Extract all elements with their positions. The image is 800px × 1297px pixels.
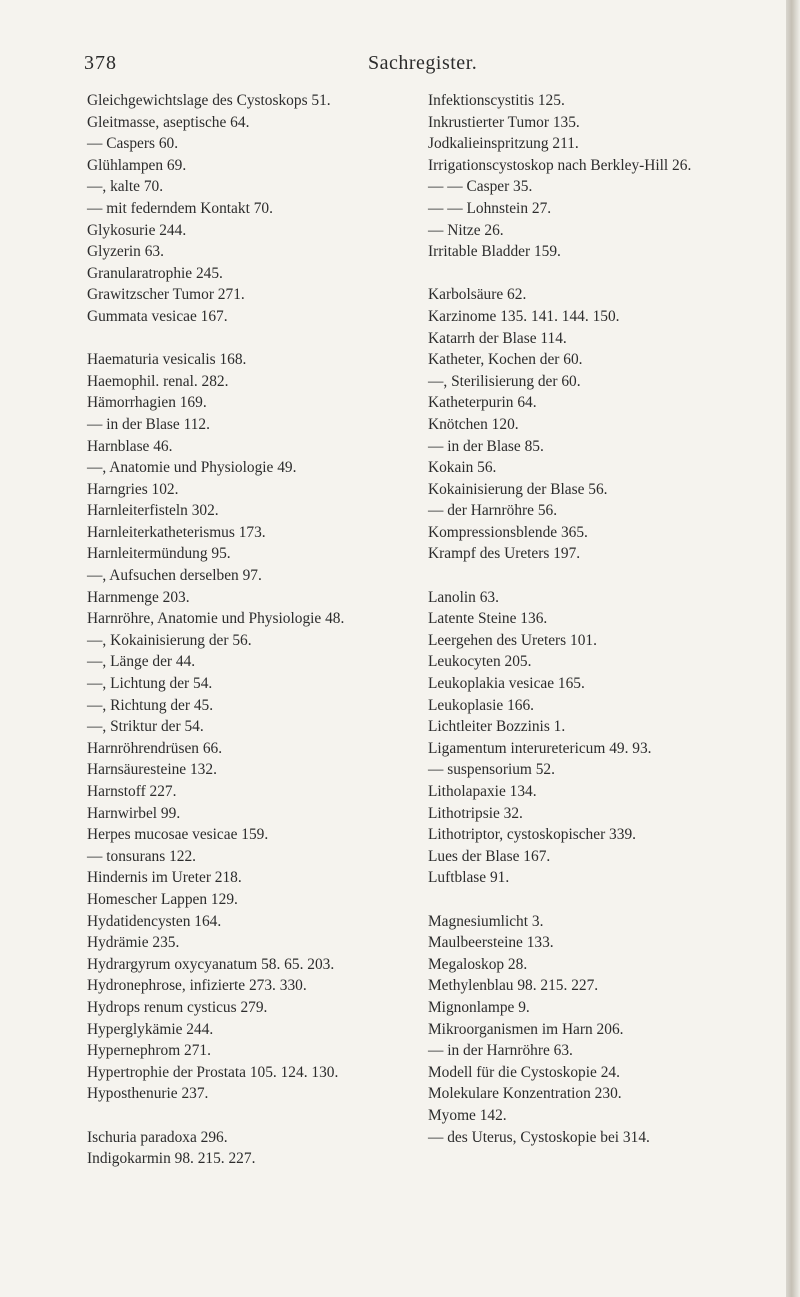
- index-entry: Harnwirbel 99.: [87, 804, 181, 822]
- index-entry: Harnstoff 227.: [87, 783, 177, 800]
- index-entry: Harnblase 46.: [87, 437, 173, 455]
- index-entry: Modell für die Cystoskopie 24.: [428, 1063, 620, 1081]
- index-entry: — Nitze 26.: [428, 221, 504, 239]
- index-entry: Haematuria vesicalis 168.: [87, 351, 247, 369]
- index-entry: —, Länge der 44.: [87, 653, 196, 671]
- index-entry: — tonsurans 122.: [87, 847, 197, 865]
- index-entry: Leukoplasie 166.: [428, 696, 534, 714]
- index-entry: Hydrargyrum oxycyanatum 58. 65. 203.: [87, 955, 335, 973]
- index-entry: —, Striktur der 54.: [87, 718, 204, 736]
- index-entry: Krampf des Ureters 197.: [428, 545, 581, 563]
- index-entry: Harnleiterkatheterismus 173.: [87, 523, 266, 541]
- index-entry: Mikroorganismen im Harn 206.: [428, 1020, 624, 1038]
- index-entry: Harnmenge 203.: [87, 588, 190, 606]
- index-entry: Mignonlampe 9.: [428, 998, 530, 1016]
- index-entry: Lithotripsie 32.: [428, 804, 523, 822]
- index-entry: — der Harnröhre 56.: [428, 502, 558, 520]
- index-entry: Glühlampen 69.: [87, 156, 187, 174]
- index-entry: Myome 142.: [428, 1106, 507, 1124]
- page-header: [78, 52, 778, 82]
- index-entry: Katarrh der Blase 114.: [428, 329, 567, 347]
- index-entry: Harnröhrendrüsen 66.: [87, 739, 223, 757]
- index-entry: Hämorrhagien 169.: [87, 394, 207, 412]
- index-entry: — — Casper 35.: [428, 178, 533, 196]
- index-entry: Hypertrophie der Prostata 105. 124. 130.: [87, 1063, 339, 1081]
- index-entry: Leukocyten 205.: [428, 653, 532, 671]
- index-entry: Lithotriptor, cystoskopischer 339.: [428, 826, 636, 844]
- index-entry: Infektionscystitis 125.: [428, 92, 565, 109]
- index-entry: — Caspers 60.: [87, 135, 179, 153]
- index-entry: Ligamentum interuretericum 49. 93.: [428, 739, 652, 757]
- index-entry: Katheterpurin 64.: [428, 394, 537, 412]
- index-entry: Knötchen 120.: [428, 415, 519, 433]
- index-entry: Herpes mucosae vesicae 159.: [87, 826, 269, 844]
- index-entry: Jodkalieinspritzung 211.: [428, 135, 579, 153]
- index-entry: Grawitzscher Tumor 271.: [87, 286, 245, 304]
- index-entry: Katheter, Kochen der 60.: [428, 351, 583, 369]
- index-entry: Karbolsäure 62.: [428, 286, 527, 304]
- index-entry: Haemophil. renal. 282.: [87, 372, 229, 390]
- index-entry: Ischuria paradoxa 296.: [87, 1128, 228, 1146]
- page-edge: [786, 0, 800, 1297]
- index-column-right: [428, 90, 768, 1148]
- index-entry: Hydatidencysten 164.: [87, 912, 222, 930]
- index-entry: Litholapaxie 134.: [428, 783, 537, 800]
- index-entry: Maulbeersteine 133.: [428, 934, 554, 952]
- index-entry: Hydronephrose, infizierte 273. 330.: [87, 977, 307, 995]
- index-entry: Gummata vesicae 167.: [87, 307, 228, 325]
- index-entry: Granularatrophie 245.: [87, 264, 223, 282]
- index-entry: Kompressionsblende 365.: [428, 523, 588, 541]
- index-entry: —, Lichtung der 54.: [87, 675, 213, 693]
- index-entry: Harnsäuresteine 132.: [87, 761, 217, 779]
- index-entry: Hyperglykämie 244.: [87, 1020, 214, 1038]
- index-entry: — des Uterus, Cystoskopie bei 314.: [428, 1128, 650, 1146]
- index-entry: —, kalte 70.: [87, 178, 164, 196]
- index-entry: Homescher Lappen 129.: [87, 890, 238, 908]
- index-entry: Karzinome 135. 141. 144. 150.: [428, 307, 620, 325]
- index-entry: Harnleitermündung 95.: [87, 545, 231, 563]
- index-entry: Lanolin 63.: [428, 588, 499, 606]
- index-column-left: [87, 90, 415, 1170]
- index-entry: Glyzerin 63.: [87, 243, 164, 261]
- index-entry: Indigokarmin 98. 215. 227.: [87, 1150, 256, 1168]
- index-entry: —, Anatomie und Physiologie 49.: [87, 459, 297, 477]
- index-entry: Hypernephrom 271.: [87, 1042, 211, 1060]
- index-entry: — in der Blase 85.: [428, 437, 544, 455]
- index-entry: — mit federndem Kontakt 70.: [87, 199, 273, 217]
- index-entry: —, Kokainisierung der 56.: [87, 631, 252, 649]
- index-entry: — suspensorium 52.: [428, 761, 555, 779]
- index-entry: Leukoplakia vesicae 165.: [428, 675, 585, 693]
- index-entry: —, Aufsuchen derselben 97.: [87, 567, 262, 585]
- index-entry: Glykosurie 244.: [87, 221, 187, 239]
- index-entry: Hindernis im Ureter 218.: [87, 869, 242, 887]
- index-entry: Lues der Blase 167.: [428, 847, 551, 865]
- index-entry: — in der Blase 112.: [87, 415, 210, 433]
- index-entry: Irrigationscystoskop nach Berkley-Hill 26.: [428, 156, 692, 174]
- index-entry: Methylenblau 98. 215. 227.: [428, 977, 599, 995]
- index-entry: Hydrops renum cysticus 279.: [87, 998, 268, 1016]
- index-entry: Hydrämie 235.: [87, 934, 180, 952]
- running-head: Sachregister.: [368, 52, 478, 74]
- index-entry: Molekulare Konzentration 230.: [428, 1085, 622, 1103]
- page-number: 378: [84, 52, 117, 74]
- index-entry: Megaloskop 28.: [428, 955, 528, 973]
- index-entry: —, Richtung der 45.: [87, 696, 214, 714]
- index-entry: Magnesiumlicht 3.: [428, 912, 544, 930]
- index-entry: Kokain 56.: [428, 459, 497, 477]
- index-entry: — in der Harnröhre 63.: [428, 1042, 573, 1060]
- index-entry: Harnleiterfisteln 302.: [87, 502, 219, 520]
- index-entry: Lichtleiter Bozzinis 1.: [428, 718, 566, 736]
- index-entry: Inkrustierter Tumor 135.: [428, 113, 580, 131]
- index-entry: Luftblase 91.: [428, 869, 510, 887]
- index-entry: Harngries 102.: [87, 480, 179, 498]
- index-entry: Leergehen des Ureters 101.: [428, 631, 597, 649]
- index-entry: Gleitmasse, aseptische 64.: [87, 113, 250, 131]
- index-entry: Kokainisierung der Blase 56.: [428, 480, 608, 498]
- index-entry: Latente Steine 136.: [428, 610, 548, 628]
- index-entry: —, Sterilisierung der 60.: [428, 372, 581, 390]
- index-entry: Gleichgewichtslage des Cystoskops 51.: [87, 92, 331, 109]
- index-entry: Harnröhre, Anatomie und Physiologie 48.: [87, 610, 345, 628]
- index-entry: Irritable Bladder 159.: [428, 243, 561, 261]
- index-entry: — — Lohnstein 27.: [428, 199, 552, 217]
- index-entry: Hyposthenurie 237.: [87, 1085, 209, 1103]
